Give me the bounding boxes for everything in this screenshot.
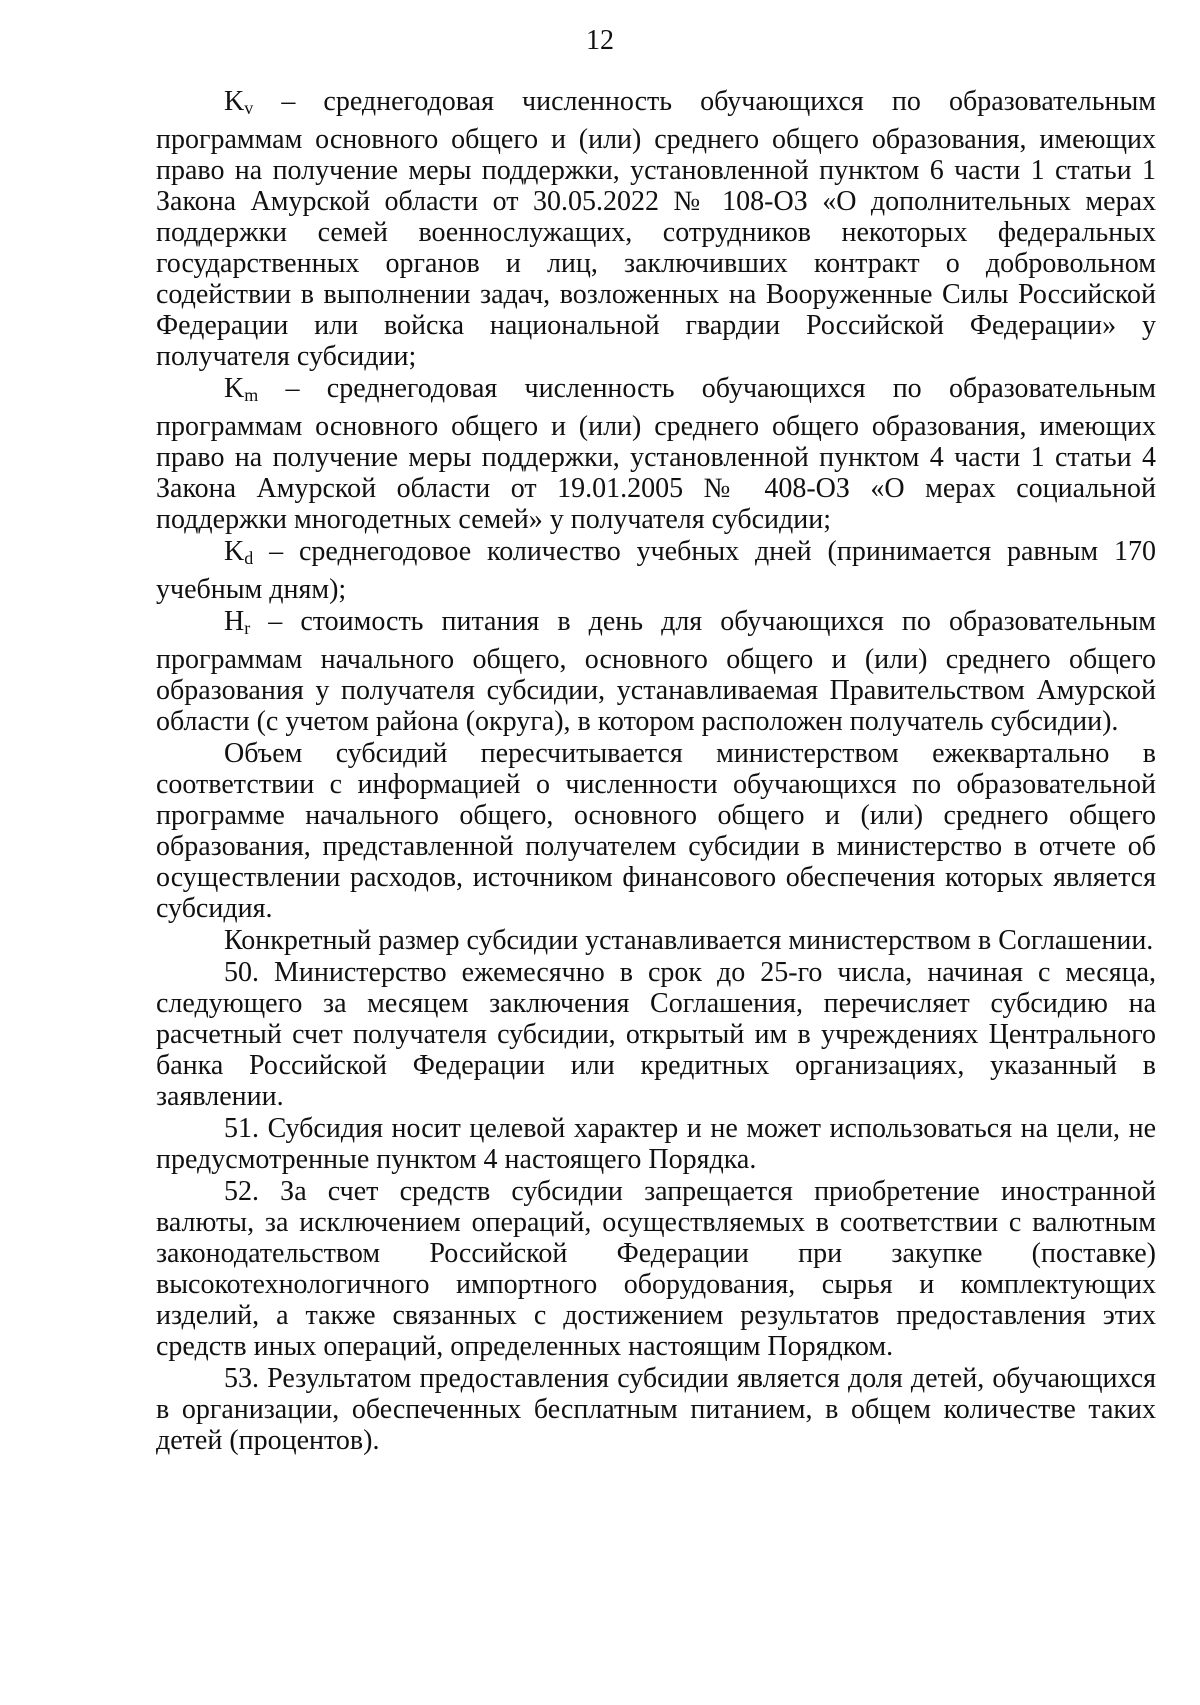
formula-subscript: r bbox=[244, 618, 251, 638]
definition-hr bbox=[156, 606, 1156, 737]
formula-symbol: H bbox=[224, 606, 245, 637]
paragraph-subsidy-recalculation: Объем субсидий пересчитывается министерством ежеквартально в соответствии с информацией о численности обучающихся по образовательной программе начального общего, основного общего и (или) среднего общего образования, представленной получателем субсидии в министерство в отчете об осуществлении расходов, источником финансового обеспечения которых является субсидия. bbox=[156, 738, 1156, 924]
clause-52: 52. За счет средств субсидии запрещается приобретение иностранной валюты, за исключением операций, осуществляемых в соответствии с валютным законодательством Российской Федерации при закупке (поставке) высокотехнологичного импортного оборудования, сырья и комплектующих изделий, а также связанных с достижением результатов предоставления этих средств иных операций, определенных настоящим Порядком. bbox=[156, 1176, 1156, 1362]
formula-subscript: d bbox=[244, 548, 254, 568]
definition-text: – среднегодовая численность обучающихся по образовательным программам основного общего и (или) среднего общего образования, имеющих право на получение меры поддержки, установленной пунктом 4 части 1 статьи 4 Закона Амурской области от 19.01.2005 № 408-ОЗ «О мерах социальной поддержки многодетных семей» у получателя субсидии; bbox=[156, 373, 1156, 535]
definition-text: – среднегодовое количество учебных дней (принимается равным 170 учебным дням); bbox=[156, 536, 1156, 605]
formula-symbol: K bbox=[224, 373, 245, 404]
formula-symbol: K bbox=[224, 86, 245, 117]
document-body bbox=[156, 86, 1156, 1456]
clause-53: 53. Результатом предоставления субсидии является доля детей, обучающихся в организации, обеспеченных бесплатным питанием, в общем количестве таких детей (процентов). bbox=[156, 1363, 1156, 1456]
formula-symbol: K bbox=[224, 536, 245, 567]
definition-km bbox=[156, 373, 1156, 535]
formula-subscript: m bbox=[244, 385, 259, 405]
definition-kd bbox=[156, 536, 1156, 605]
definition-text: – среднегодовая численность обучающихся по образовательным программам основного общего и (или) среднего общего образования, имеющих право на получение меры поддержки, установленной пунктом 6 части 1 статьи 1 Закона Амурской области от 30.05.2022 № 108-ОЗ «О дополнительных мерах поддержки семей военнослужащих, сотрудников некоторых федеральных государственных органов и лиц, заключивших контракт о добровольном содействии в выполнении задач, возложенных на Вооруженные Силы Российской Федерации или войска национальной гвардии Российской Федерации» у получателя субсидии; bbox=[156, 86, 1156, 372]
definition-kv bbox=[156, 86, 1156, 372]
formula-subscript: v bbox=[244, 98, 254, 118]
clause-50: 50. Министерство ежемесячно в срок до 25-го числа, начиная с месяца, следующего за месяцем заключения Соглашения, перечисляет субсидию на расчетный счет получателя субсидии, открытый им в учреждениях Центрального банка Российской Федерации или кредитных организациях, указанный в заявлении. bbox=[156, 957, 1156, 1112]
clause-51: 51. Субсидия носит целевой характер и не может использоваться на цели, не предусмотренные пунктом 4 настоящего Порядка. bbox=[156, 1113, 1156, 1175]
definition-text: – стоимость питания в день для обучающихся по образовательным программам начального общего, основного общего и (или) среднего общего образования у получателя субсидии, устанавливаемая Правительством Амурской области (с учетом района (округа), в котором расположен получатель субсидии). bbox=[156, 606, 1156, 737]
page-number: 12 bbox=[586, 25, 614, 56]
paragraph-subsidy-amount: Конкретный размер субсидии устанавливается министерством в Соглашении. bbox=[224, 925, 1154, 956]
